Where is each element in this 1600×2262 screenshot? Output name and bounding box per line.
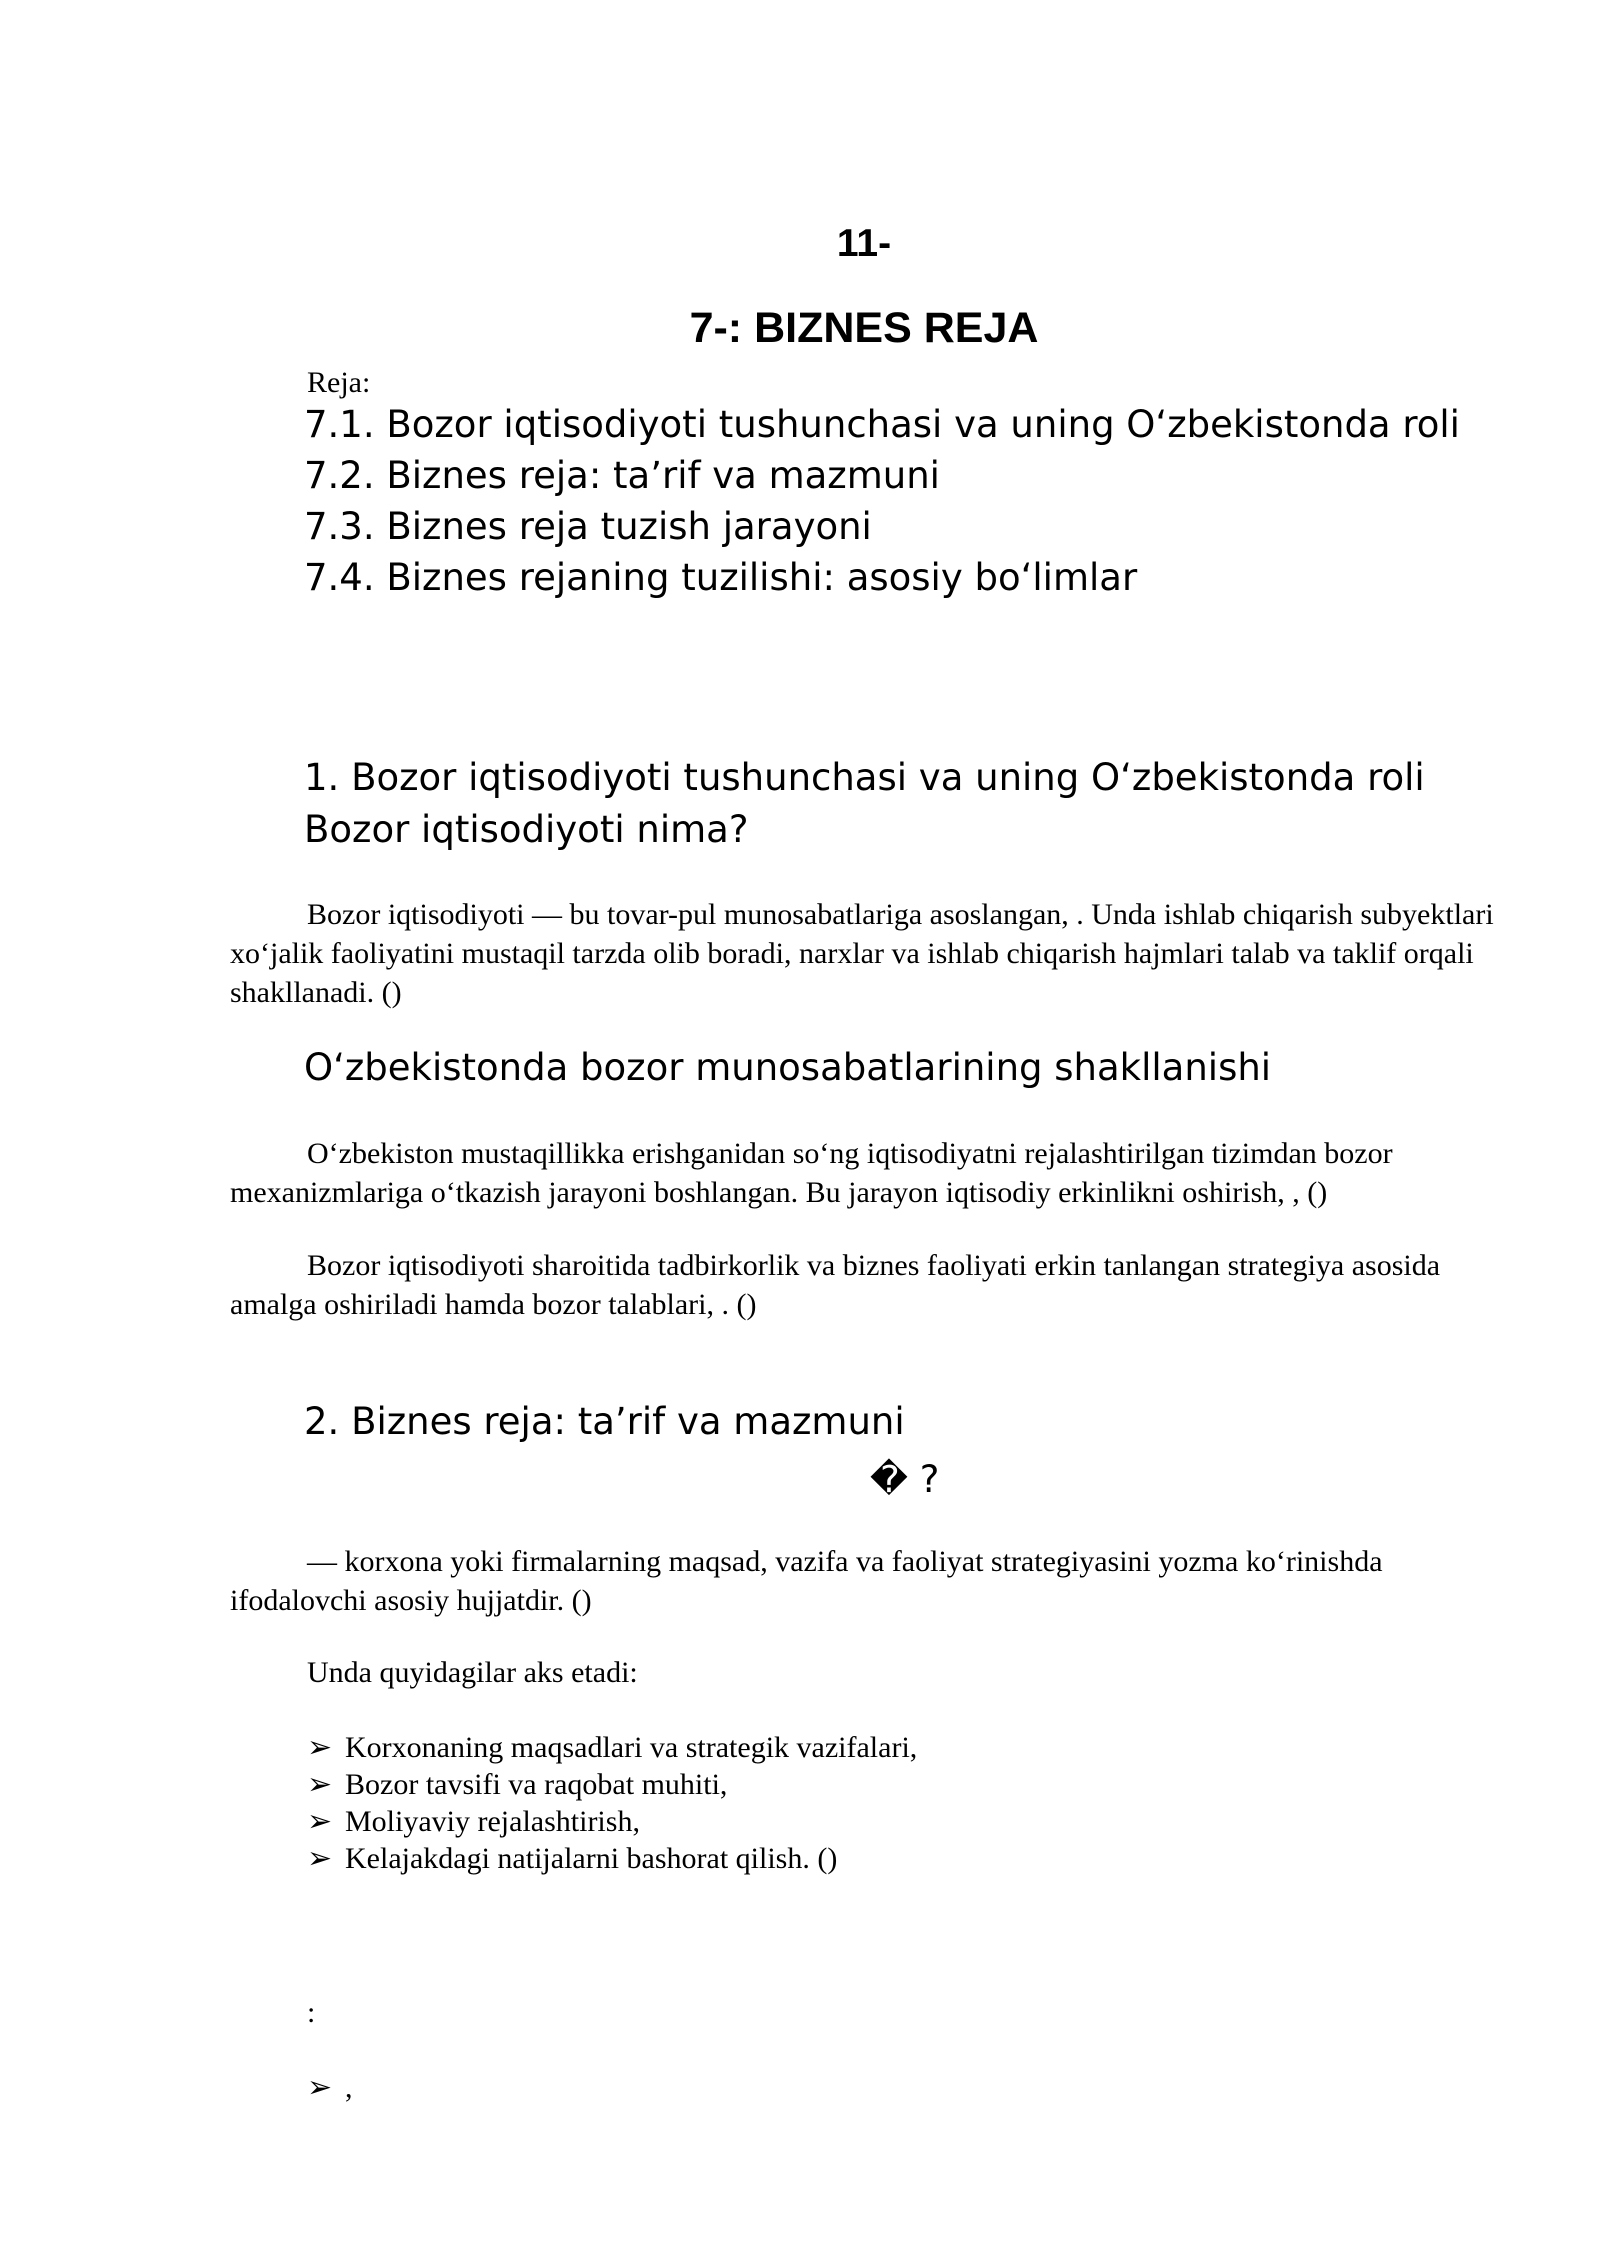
body-paragraph: Bozor iqtisodiyoti — bu tovar-pul munosabatlariga asoslangan, . Unda ishlab chiqarish subyektlari xo‘jalik faoliyatini mustaqil tarzda olib boradi, narxlar va ishlab chiqarish hajmlari talab va taklif orqali shakllanadi. () xyxy=(230,898,1494,1009)
list-item-text: Kelajakdagi natijalarni bashorat qilish. () xyxy=(345,1842,838,1875)
arrowhead-bullet-icon: ➢ xyxy=(307,1842,333,1875)
plan-item: 7.4. Biznes rejaning tuzilishi: asosiy bo‘limlar xyxy=(304,556,1138,599)
arrowhead-bullet-icon: ➢ xyxy=(307,1768,333,1801)
arrowhead-bullet-icon: ➢ xyxy=(307,1805,333,1838)
arrowhead-bullet-icon: ➢ xyxy=(307,1731,333,1764)
chapter-title: 7-: BIZNES REJA xyxy=(689,304,1039,352)
list-item xyxy=(307,1767,727,1802)
body-paragraph: O‘zbekiston mustaqillikka erishganidan so‘ng iqtisodiyatni rejalashtirilgan tizimdan bozor mexanizmlariga o‘tkazish jarayoni boshlangan. Bu jarayon iqtisodiy erkinlikni oshirish, , () xyxy=(230,1137,1393,1209)
section-heading: 2. Biznes reja: ta’rif va mazmuni xyxy=(304,1400,905,1443)
section-subheading: O‘zbekistonda bozor munosabatlarining shakllanishi xyxy=(304,1046,1272,1089)
arrowhead-bullet-icon: ➢ xyxy=(307,2071,333,2104)
colon-line: : xyxy=(307,1996,316,2029)
list-item-text: , xyxy=(345,2071,353,2104)
list-item-text: Korxonaning maqsadlari va strategik vazifalari, xyxy=(345,1731,918,1764)
list-item xyxy=(307,2070,353,2105)
list-item xyxy=(307,1804,640,1839)
plan-item: 7.2. Biznes reja: ta’rif va mazmuni xyxy=(304,454,940,497)
body-paragraph: Bozor iqtisodiyoti sharoitida tadbirkorlik va biznes faoliyati erkin tanlangan strategiya asosida amalga oshiriladi hamda bozor talablari, . () xyxy=(230,1249,1441,1321)
section-subheading: � ? xyxy=(870,1458,940,1501)
plan-item: 7.3. Biznes reja tuzish jarayoni xyxy=(304,505,872,548)
list-item xyxy=(307,1730,917,1765)
section-subheading: Bozor iqtisodiyoti nima? xyxy=(304,808,749,851)
lesson-number: 11- xyxy=(836,222,892,265)
list-item-text: Bozor tavsifi va raqobat muhiti, xyxy=(345,1768,728,1801)
plan-label: Reja: xyxy=(307,366,371,399)
list-item-text: Moliyaviy rejalashtirish, xyxy=(345,1805,640,1838)
list-intro: Unda quyidagilar aks etadi: xyxy=(307,1656,638,1689)
section-heading: 1. Bozor iqtisodiyoti tushunchasi va uning O‘zbekistonda roli xyxy=(304,756,1425,799)
body-paragraph: — korxona yoki firmalarning maqsad, vazifa va faoliyat strategiyasini yozma ko‘rinishda ifodalovchi asosiy hujjatdir. () xyxy=(230,1545,1383,1617)
plan-item: 7.1. Bozor iqtisodiyoti tushunchasi va uning O‘zbekistonda roli xyxy=(304,403,1460,446)
list-item xyxy=(307,1841,837,1876)
